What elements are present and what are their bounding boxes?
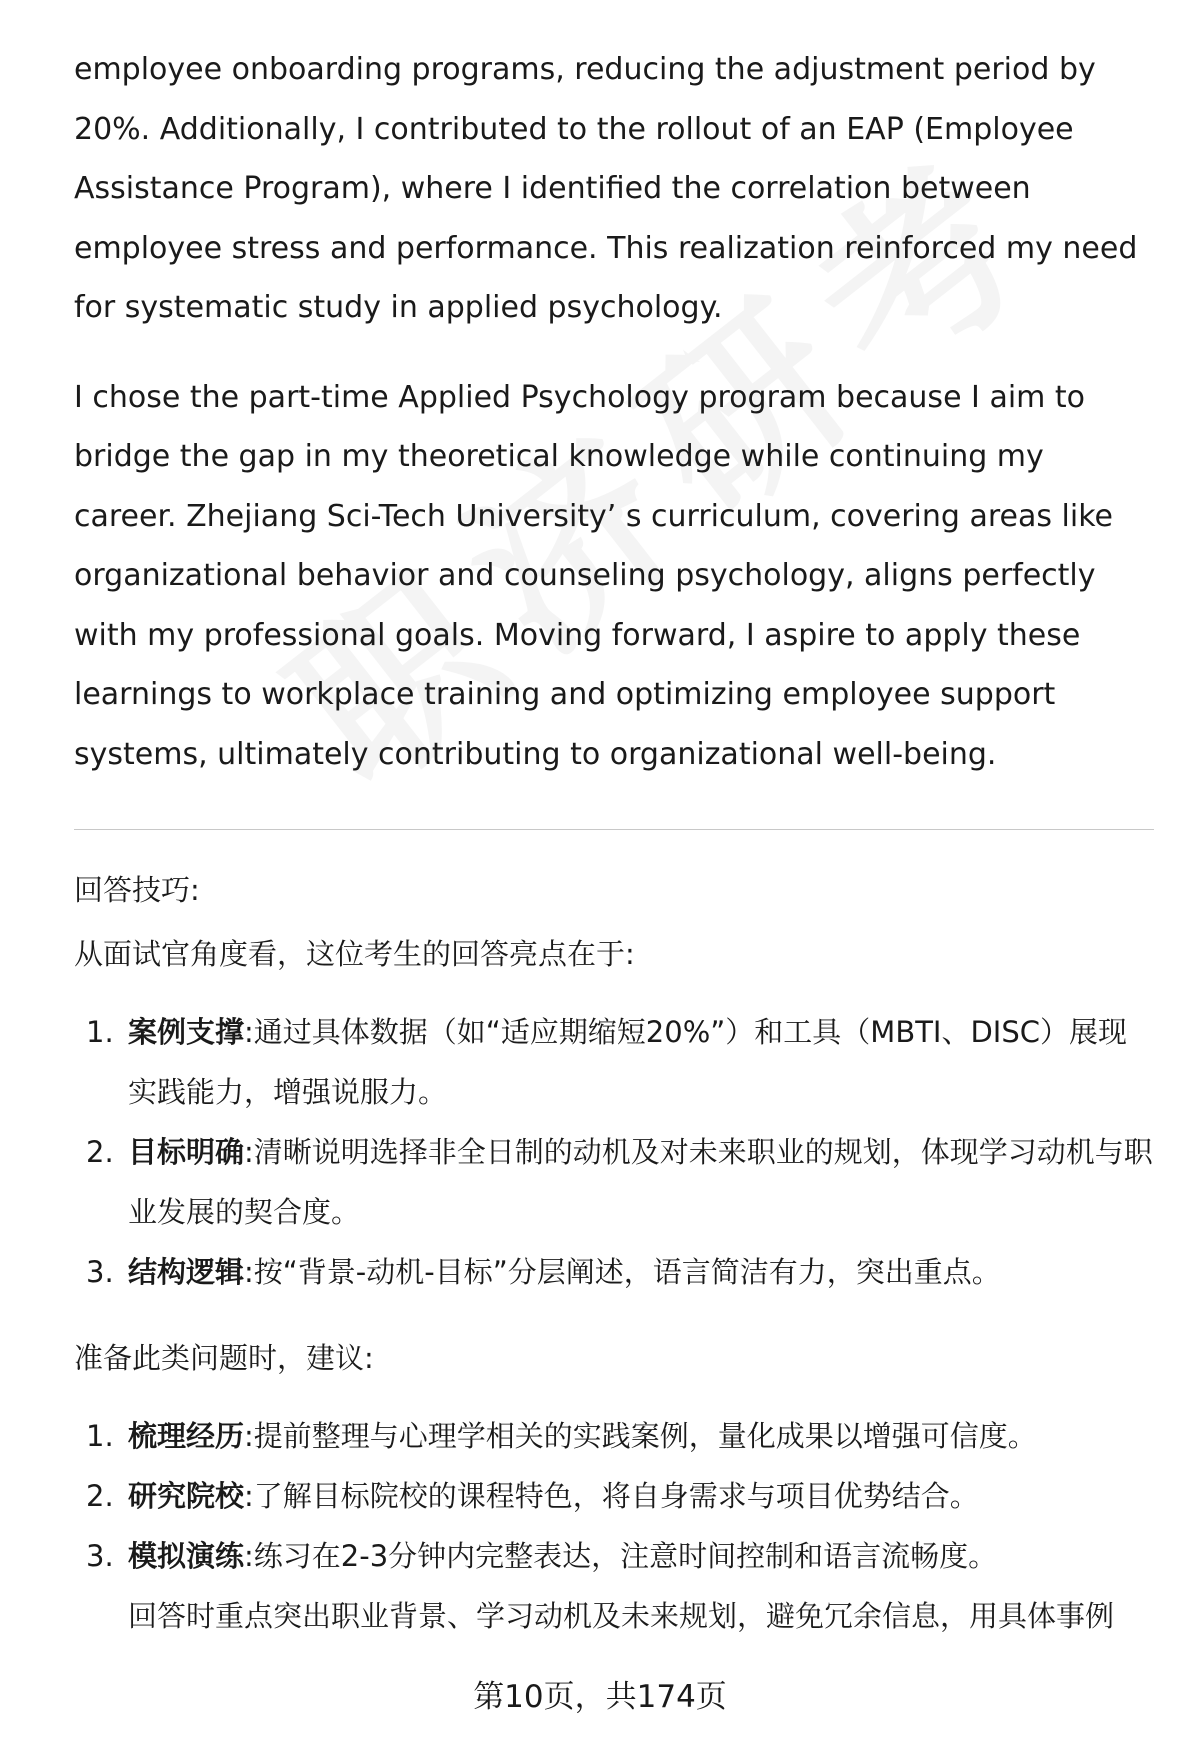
body-paragraph: I chose the part-time Applied Psychology program because I aim to bridge the gap in my theoretical knowledge while continuing my career. Zhejiang Sci-Tech University’ s curriculum, covering areas like organizational behavior and counseling psychology, aligns perfectly with my professional goals. Moving forward, I aspire to apply these learnings to workplace training and optimizing employee support systems, ultimately contributing to organizational well-being. [74, 379, 1113, 772]
list-item [74, 1466, 1154, 1526]
item-text: :通过具体数据（如“适应期缩短20%”）和工具（MBTI、DISC）展现实践能力，增强说服力。 [128, 1015, 1128, 1109]
item-term: 结构逻辑 [128, 1255, 245, 1289]
item-number: 1. [86, 1419, 114, 1453]
tips-heading: 回答技巧: [74, 873, 200, 907]
tips-intro: 从面试官角度看，这位考生的回答亮点在于: [74, 937, 635, 971]
advice-heading: 准备此类问题时，建议: [74, 1341, 374, 1375]
advice-continuation: 回答时重点突出职业背景、学习动机及未来规划，避免冗余信息，用具体事例 [128, 1599, 1115, 1633]
item-term: 案例支撑 [128, 1015, 245, 1049]
item-number: 3. [86, 1539, 114, 1573]
item-term: 梳理经历 [128, 1419, 245, 1453]
page-footer: 第10页，共174页 [473, 1679, 727, 1715]
list-item [74, 1526, 1154, 1586]
item-number: 1. [86, 1015, 114, 1049]
item-text: :练习在2-3分钟内完整表达，注意时间控制和语言流畅度。 [244, 1539, 998, 1573]
section-divider [74, 829, 1154, 830]
list-item [74, 1122, 1154, 1242]
advice-list [74, 1406, 1154, 1586]
item-text: :按“背景-动机-目标”分层阐述，语言简洁有力，突出重点。 [244, 1255, 1001, 1289]
list-item [74, 1002, 1154, 1122]
item-text: :了解目标院校的课程特色，将自身需求与项目优势结合。 [244, 1479, 979, 1513]
item-number: 2. [86, 1135, 114, 1169]
document-page [74, 40, 1154, 1646]
tips-list [74, 1002, 1154, 1302]
item-number: 3. [86, 1255, 114, 1289]
item-text: :清晰说明选择非全日制的动机及对未来职业的规划，体现学习动机与职业发展的契合度。 [128, 1135, 1153, 1229]
item-term: 目标明确 [128, 1135, 245, 1169]
body-paragraph: employee onboarding programs, reducing the adjustment period by 20%. Additionally, I contributed to the rollout of an EAP (Employee Assistance Program), where I identified the correlation between employee stress and performance. This realization reinforced my need for systematic study in applied psychology. [74, 52, 1138, 325]
item-number: 2. [86, 1479, 114, 1513]
list-item [74, 1242, 1154, 1302]
item-term: 研究院校 [128, 1479, 245, 1513]
list-item [74, 1406, 1154, 1466]
item-term: 模拟演练 [128, 1539, 245, 1573]
item-text: :提前整理与心理学相关的实践案例，量化成果以增强可信度。 [244, 1419, 1037, 1453]
